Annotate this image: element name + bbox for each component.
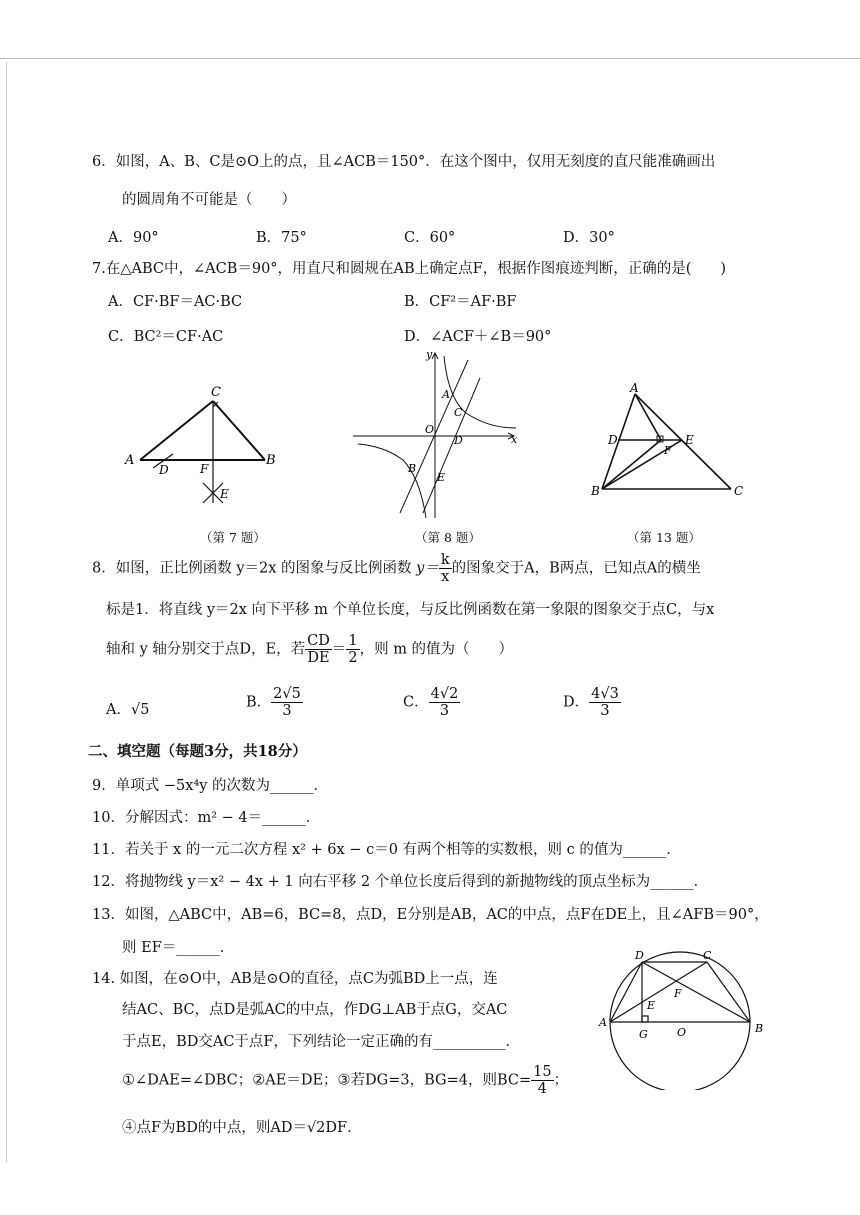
q8-frac-k-den: x [441,569,450,585]
q14-line1: 14. 如图，在⊙O中，AB是⊙O的直径，点C为弧BD上一点，连 [92,971,498,987]
q8-option-c-label: C． [403,694,429,711]
q8-option-b-num: 2√5 [273,686,301,702]
fig13-label-f: F [664,444,672,457]
q8-line3 [106,633,513,666]
fig8-axis-y: y [426,348,433,361]
fig8-label-b: B [408,462,417,475]
fig14-label-o: O [677,1026,687,1039]
q6-option-c: C．60° [404,230,456,246]
q8-option-a-value: √5 [130,702,150,718]
fig7-label-f: F [200,462,209,476]
q14-line4-a: ①∠DAE=∠DBC；②AE＝DE；③若DG=3，BG=4，则BC= [122,1072,532,1089]
q7-option-c: C．BC²＝CF·AC [108,329,224,345]
q8-half-den: 2 [348,650,358,666]
fig7-label-e: E [220,487,229,501]
q8-option-a-label: A． [106,702,131,718]
q8-line2: 标是1．将直线 y＝2x 向下平移 m 个单位长度，与反比例函数在第一象限的图象交于点C，与x [106,602,715,618]
q8-option-d-num: 4√3 [591,686,619,702]
q7-option-b: B．CF²＝AF·BF [404,294,517,310]
left-margin-line [6,62,7,1162]
q14-line3: 于点E，BD交AC于点F，下列结论一定正确的有__________． [122,1034,520,1050]
q6-option-d: D．30° [563,230,615,246]
fig13-label-b: B [591,484,600,498]
q8-fraction-cd-de [305,633,332,666]
top-divider [0,58,860,59]
fig14-label-c: C [703,949,712,962]
fig8-label-a: A [442,388,450,401]
q6-stem-line2: 的圆周角不可能是（ ） [122,192,296,208]
q12: 12．将抛物线 y＝x² − 4x + 1 向右平移 2 个单位长度后得到的新抛物线的顶点坐标为______． [92,874,709,890]
q9: 9．单项式 −5x⁴y 的次数为______． [92,778,328,794]
q14-frac-den: 4 [537,1081,548,1097]
q8-option-b-label: B． [246,694,272,711]
fig13-label-c: C [734,484,744,498]
caption-fig7: （第 7 题） [200,530,266,545]
fig13-label-a: A [630,382,639,395]
section2-heading: 二、填空题（每题3分，共18分） [88,743,307,760]
fig7-label-d: D [159,463,169,477]
q7-option-d: D．∠ACF＋∠B＝90° [404,329,552,345]
figure-q13 [588,382,758,507]
q8-option-b-den: 3 [282,703,292,719]
q8-line3-b: ，则 m 的值为（ ） [359,641,514,658]
q11: 11．若关于 x 的一元二次方程 x² + 6x − c＝0 有两个相等的实数根，则 c 的值为______． [92,842,681,858]
fig13-label-d: D [608,433,618,447]
q13-line2: 则 EF＝______． [122,940,235,956]
q14-line4 [122,1064,568,1097]
caption-fig8: （第 8 题） [415,530,481,545]
q8-line3-a: 轴和 y 轴分别交于点D，E，若 [106,641,306,658]
q6-option-b: B．75° [256,230,307,246]
q8-frac-k-num: k [440,552,450,568]
q8-option-c-num: 4√2 [430,686,459,702]
q8-ratio-den: DE [307,650,330,666]
q8-line1-a: 8．如图，正比例函数 y＝2x 的图象与反比例函数 [92,560,412,577]
q8-half-num: 1 [348,633,358,649]
fig7-label-a: A [125,453,135,468]
q7-option-a: A．CF·BF＝AC·BC [108,294,243,310]
fig8-label-c: C [454,406,463,419]
q13-line1: 13．如图，△ABC中，AB=6，BC=8，点D，E分别是AB，AC的中点，点F在DE上，且∠AFB＝90°， [92,907,769,923]
figure-q7 [115,378,295,508]
q8-option-d-frac [589,686,621,719]
q8-ratio-eq: ＝ [331,641,347,658]
q14-line4-b: ； [553,1072,569,1089]
fig7-label-b: B [266,453,276,468]
q6-stem-line1: 6．如图，A、B、C是⊙O上的点，且∠ACB＝150°．在这个图中，仅用无刻度的直尺能准确画出 [92,154,716,170]
fig8-label-o: O [425,423,435,436]
q7-stem: 7.在△ABC中，∠ACB＝90°，用直尺和圆规在AB上确定点F，根据作图痕迹判断，正确的是( ) [92,261,727,277]
fig14-label-g: G [639,1028,648,1041]
q8-option-c-frac [429,686,461,719]
fig8-label-e: E [437,471,446,484]
q14-frac-num: 15 [533,1064,552,1080]
q8-ratio-num: CD [307,633,330,649]
q8-line1: 8．如图，正比例函数 y＝2x 的图象与反比例函数 y＝ $\frac{k}{x}$ 的图象交于A，B两点，已知点A的横坐 [92,552,701,585]
fig7-label-c: C [211,385,221,400]
q8-option-a [106,698,149,719]
caption-fig13: （第 13 题） [627,530,701,545]
q8-fraction-k-over-x [439,552,452,585]
fig8-axis-x: x [511,433,518,446]
q8-option-b [246,686,303,719]
fig13-label-e: E [685,433,694,447]
figure-q8 [348,348,528,523]
fig14-label-e: E [647,999,656,1012]
figure-q14 [595,945,770,1090]
q8-option-c [403,686,460,719]
q14-line2: 结AC、BC，点D是弧AC的中点，作DG⊥AB于点G，交AC [122,1002,508,1018]
fig8-label-d: D [454,434,463,447]
fig14-label-a: A [599,1016,607,1029]
q8-line1-b: 的图象交于A，B两点，已知点A的横坐 [451,560,701,577]
q8-fraction-half [346,633,359,666]
fig14-label-f: F [674,987,682,1000]
fig14-label-b: B [755,1022,764,1035]
q8-option-c-den: 3 [439,703,450,719]
q14-fraction-15-4 [531,1064,553,1097]
q8-option-d-label: D． [563,694,590,711]
q6-option-a: A．90° [108,230,159,246]
q8-option-d-den: 3 [600,703,610,719]
q8-option-b-frac [271,686,303,719]
q14-line5: ④点F为BD的中点，则AD＝√2DF． [122,1120,362,1136]
q10: 10．分解因式：m² − 4＝______． [92,810,321,826]
fig14-label-d: D [635,949,644,962]
q8-option-d [563,686,621,719]
